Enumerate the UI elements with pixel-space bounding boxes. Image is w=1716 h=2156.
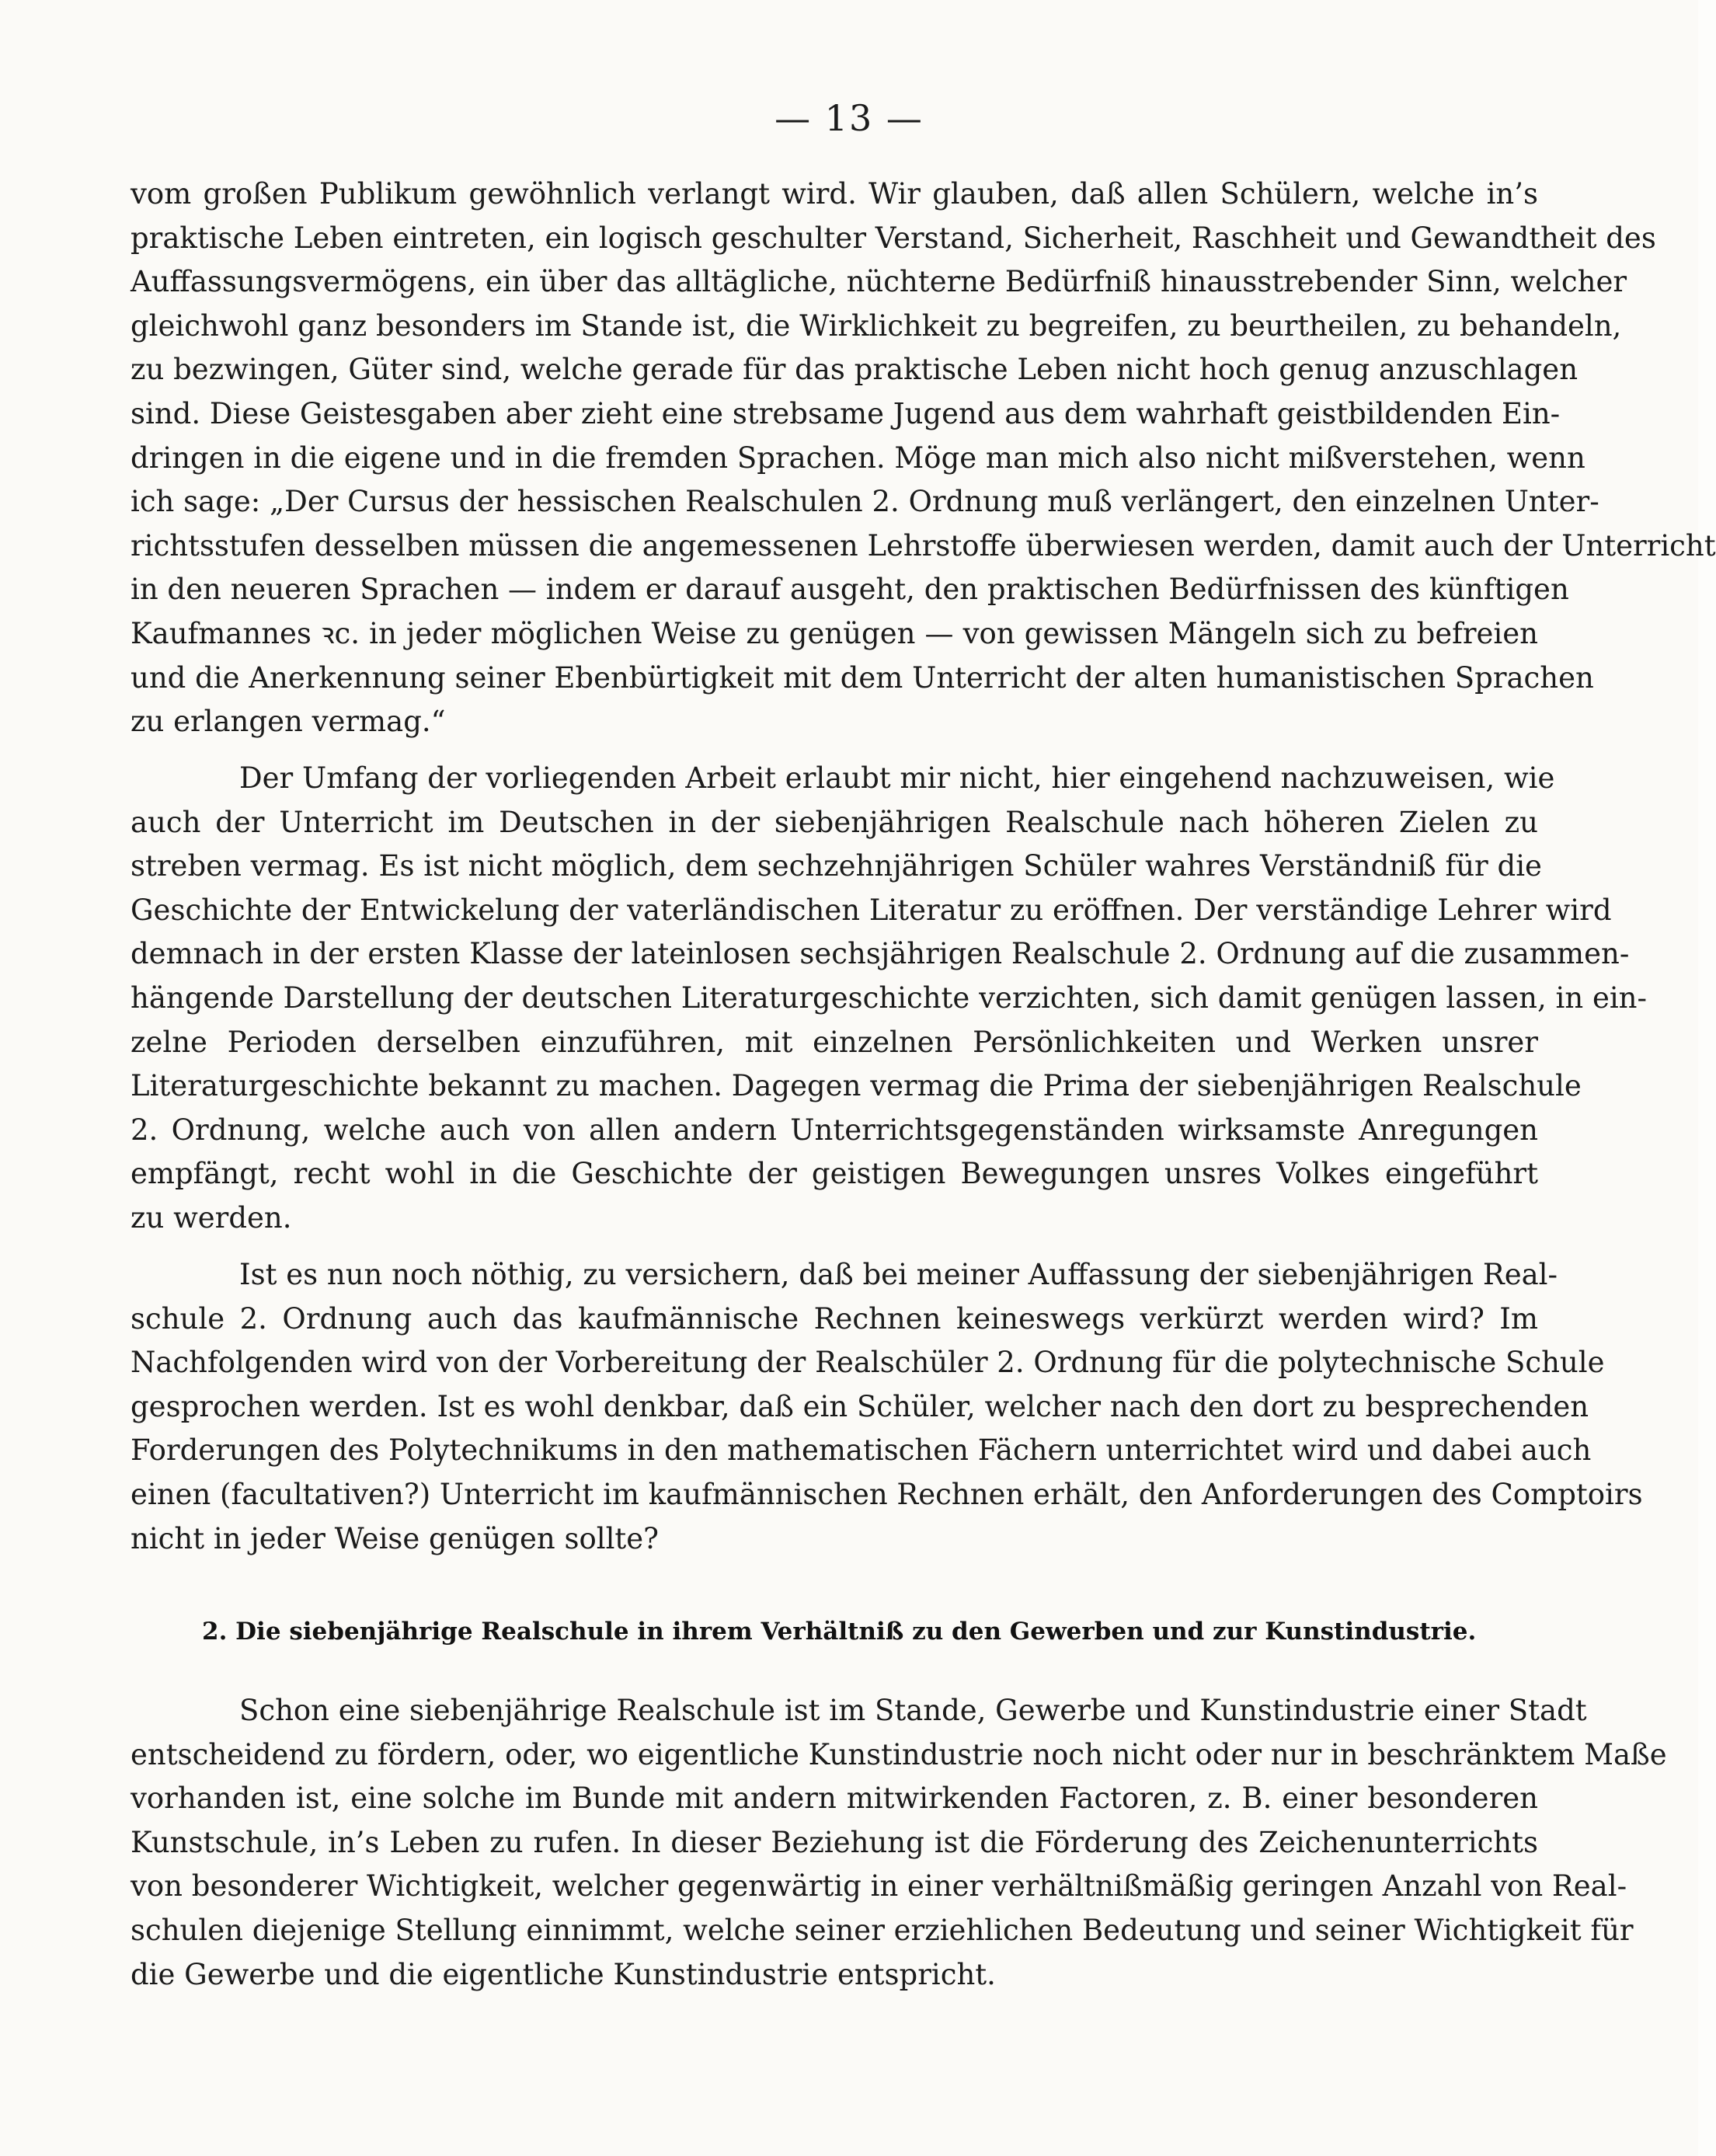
text-line: Nachfolgenden wird von der Vorbereitung der Realschüler 2. Ordnung für die polytechnische Schule: [131, 1346, 1605, 1380]
text-line: Forderungen des Polytechnikums in den mathematischen Fächern unterrichtet wird und dabei auch: [131, 1433, 1592, 1468]
page-number: — 13 —: [774, 97, 924, 139]
text-line: Geschichte der Entwickelung der vaterländischen Literatur zu eröffnen. Der verständige Lehrer wird: [131, 893, 1612, 927]
text-line: vorhanden ist, eine solche im Bunde mit andern mitwirkenden Factoren, z. B. einer besonderen: [131, 1782, 1538, 1816]
text-line: ich sage: „Der Cursus der hessischen Realschulen 2. Ordnung muß verlängert, den einzelnen Unter-: [131, 485, 1599, 519]
text-line: auch der Unterricht im Deutschen in der siebenjährigen Realschule nach höheren Zielen zu: [131, 805, 1538, 839]
text-line: richtsstufen desselben müssen die angemessenen Lehrstoffe überwiesen werden, damit auch der Unterricht: [131, 528, 1716, 563]
text-line: schulen diejenige Stellung einnimmt, welche seiner erziehlichen Bedeutung und seiner Wichtigkeit für: [131, 1913, 1634, 1947]
paragraph-1: [131, 172, 1716, 744]
text-line: zu erlangen vermag.“: [131, 705, 446, 739]
text-line: gleichwohl ganz besonders im Stande ist, die Wirklichkeit zu begreifen, zu beurtheilen, zu behandeln,: [131, 308, 1622, 343]
text-line: streben vermag. Es ist nicht möglich, dem sechzehnjährigen Schüler wahres Verständniß für die: [131, 849, 1542, 883]
text-line: hängende Darstellung der deutschen Literaturgeschichte verzichten, sich damit genügen lassen, in ein-: [131, 980, 1648, 1015]
text-line: 2. Ordnung, welche auch von allen andern Unterrichtsgegenständen wirksamste Anregungen: [131, 1113, 1538, 1147]
paragraph-4: [131, 1689, 1667, 1997]
paragraph-2: [131, 757, 1648, 1241]
text-line: Ist es nun noch nöthig, zu versichern, daß bei meiner Auffassung der siebenjährigen Real-: [239, 1258, 1558, 1291]
text-line: Schon eine siebenjährige Realschule ist im Stande, Gewerbe und Kunstindustrie einer Stadt: [239, 1694, 1587, 1727]
text-line: Kunstschule, in’s Leben zu rufen. In dieser Beziehung ist die Förderung des Zeichenunterrichts: [131, 1825, 1538, 1859]
text-line: und die Anerkennung seiner Ebenbürtigkeit mit dem Unterricht der alten humanistischen Sprachen: [131, 660, 1594, 695]
text-line: einen (facultativen?) Unterricht im kaufmännischen Rechnen erhält, den Anforderungen des Comptoirs: [131, 1477, 1643, 1511]
text-line: praktische Leben eintreten, ein logisch geschulter Verstand, Sicherheit, Raschheit und Gewandtheit des: [131, 221, 1656, 255]
text-line: entscheidend zu fördern, oder, wo eigentliche Kunstindustrie noch nicht oder nur in beschränktem Maße: [131, 1737, 1667, 1771]
text-line: empfängt, recht wohl in die Geschichte der geistigen Bewegungen unsres Volkes eingeführt: [131, 1157, 1538, 1191]
text-line: sind. Diese Geistesgaben aber zieht eine strebsame Jugend aus dem wahrhaft geistbildenden Ein-: [131, 396, 1561, 430]
text-line: zelne Perioden derselben einzuführen, mit einzelnen Persönlichkeiten und Werken unsrer: [131, 1025, 1538, 1059]
section-heading: 2. Die siebenjährige Realschule in ihrem Verhältniß zu den Gewerben und zur Kunstindustrie.: [202, 1618, 1477, 1646]
text-line: Der Umfang der vorliegenden Arbeit erlaubt mir nicht, hier eingehend nachzuweisen, wie: [239, 761, 1555, 795]
text-line: nicht in jeder Weise genügen sollte?: [131, 1521, 660, 1555]
text-line: dringen in die eigene und in die fremden Sprachen. Möge man mich also nicht mißverstehen, wenn: [131, 441, 1585, 475]
paragraph-3: [131, 1253, 1643, 1561]
text-line: Kaufmannes ꝛc. in jeder möglichen Weise zu genügen — von gewissen Mängeln sich zu befreien: [131, 616, 1538, 650]
text-line: gesprochen werden. Ist es wohl denkbar, daß ein Schüler, welcher nach den dort zu besprechenden: [131, 1389, 1589, 1423]
text-line: zu werden.: [131, 1200, 292, 1235]
text-line: Auffassungsvermögens, ein über das alltägliche, nüchterne Bedürfniß hinausstrebender Sinn, welcher: [131, 265, 1627, 299]
text-line: die Gewerbe und die eigentliche Kunstindustrie entspricht.: [131, 1957, 996, 1991]
text-line: von besonderer Wichtigkeit, welcher gegenwärtig in einer verhältnißmäßig geringen Anzahl von Real-: [131, 1869, 1627, 1903]
text-line: demnach in der ersten Klasse der lateinlosen sechsjährigen Realschule 2. Ordnung auf die zusammen-: [131, 937, 1630, 971]
text-line: schule 2. Ordnung auch das kaufmännische Rechnen keineswegs verkürzt werden wird? Im: [131, 1301, 1538, 1336]
text-line: zu bezwingen, Güter sind, welche gerade für das praktische Leben nicht hoch genug anzuschlagen: [131, 353, 1579, 387]
text-line: Literaturgeschichte bekannt zu machen. Dagegen vermag die Prima der siebenjährigen Realschule: [131, 1069, 1582, 1103]
text-line: in den neueren Sprachen — indem er darauf ausgeht, den praktischen Bedürfnissen des künftigen: [131, 573, 1569, 607]
text-line: vom großen Publikum gewöhnlich verlangt wird. Wir glauben, daß allen Schülern, welche in’s: [131, 177, 1538, 211]
